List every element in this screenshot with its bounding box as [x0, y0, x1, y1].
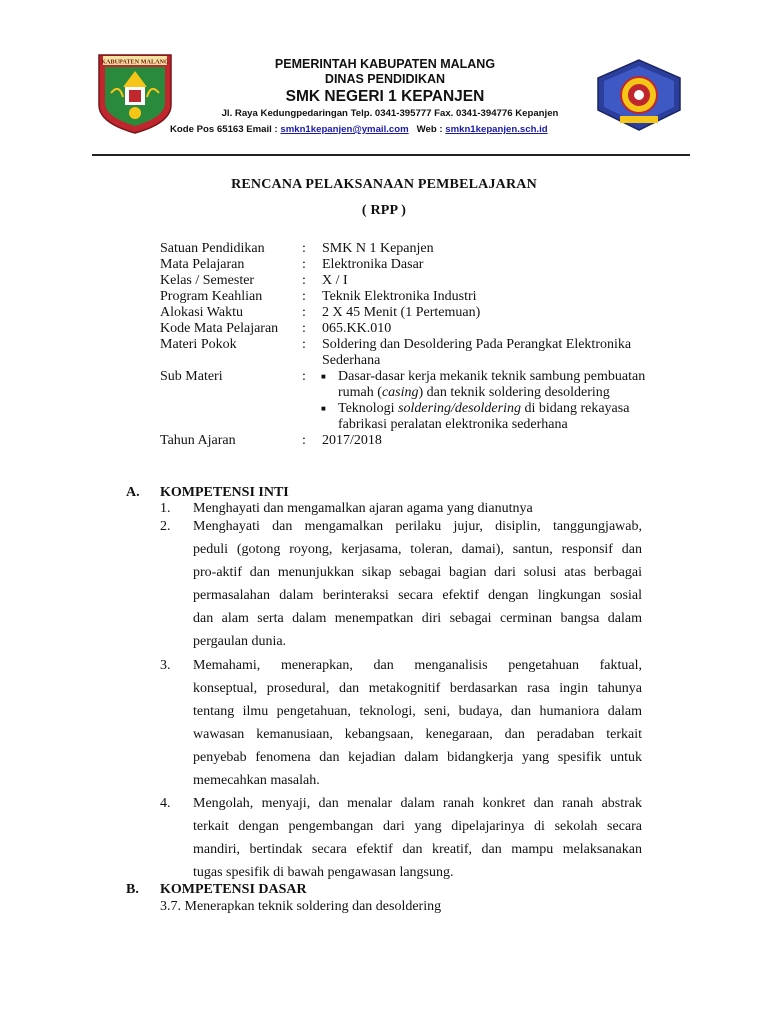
postal-code: Kode Pos 65163 Email :	[170, 124, 281, 135]
header-contact	[170, 124, 548, 135]
kompetensi-dasar-item: 3.7. Menerapkan teknik soldering dan desoldering	[160, 899, 442, 914]
svg-text:KABUPATEN MALANG: KABUPATEN MALANG	[101, 58, 169, 66]
document-page: KABUPATEN MALANG PEMERINTAH KABUPATEN MALANG DINAS PENDIDIKAN SMK NEGERI 1 KEPANJEN Jl. Raya Kedungpedaringan Telp. 0341-395777 Fax. 0341-394776 Kepanjen Kode Pos 65163 Email : smkn1kepanjen@ymail.com Web : smkn1kepanjen.sch.id RENCANA PELAKSANAAN PEMBELAJARAN ( RPP ) Satuan Pendidikan : SMK N 1 Kepanjen Mata Pelajaran : Elektronika Dasar Kelas / Semester : X / I Program Keahlian : Teknik Elektronika Industri Alokasi Waktu : 2 X 45 Menit (1 Pertemuan) Kode Mata Pelajaran : 065.KK.010 Materi Pokok : Soldering dan Desoldering Pada Perangkat Elektronika Sederhana Sub Materi : ■ Dasar-dasar kerja mekanik teknik sambung pembuatan rumah (casing) dan teknik soldering desoldering ■ Teknologi soldering/desoldering di bidang rekayasa fabrikasi peralatan elektronika sederhana Tahun Ajaran : 2017/2018 A. KOMPETENSI INTI 1. Menghayati dan mengamalkan ajaran agama yang dianutnya 2. Menghayati dan mengamalkan perilaku jujur, disiplin, tanggungjawab, peduli (gotong royong, kerjasama, toleran, damai), santun, responsif dan pro-aktif dan menunjukkan sikap sebagai bagian dari solusi atas berbagai permasalahan dalam berinteraksi secara efektif dengan lingkungan sosial dan alam serta dalam menempatkan diri sebagai cerminan bangsa dalam pergaulan dunia. 3. Memahami, menerapkan, dan menganalisis pengetahuan faktual, konseptual, prosedural, dan metakognitif berdasarkan rasa ingin tahunya tentang ilmu pengetahuan, teknologi, seni, budaya, dan humaniora dalam wawasan kemanusiaan, kebangsaan, kenegaraan, dan peradaban terkait penyebab fenomena dan kejadian dalam bidangkerja yang spesifik untuk memecahkan masalah. 4. Mengolah, menyaji, dan menalar dalam ranah konkret dan ranah abstrak terkait dengan pengembangan dari yang dipelajarinya di sekolah secara mandiri, bertindak secara efektif dan kreatif, dan mampu melaksanakan tugas spesifik di bawah pengawasan langsung. B. KOMPETENSI DASAR 3.7. Menerapkan teknik soldering dan desoldering	[0, 0, 768, 1024]
header-department: DINAS PENDIDIKAN	[324, 72, 446, 86]
email-link[interactable]: smkn1kepanjen@ymail.com	[280, 124, 409, 135]
bullet-icon: ■	[321, 372, 326, 381]
header-government: PEMERINTAH KABUPATEN MALANG	[274, 57, 496, 71]
header-school-name: SMK NEGERI 1 KEPANJEN	[285, 88, 485, 105]
header-address: Jl. Raya Kedungpedaringan Telp. 0341-395777 Fax. 0341-394776 Kepanjen	[221, 108, 559, 119]
header-divider	[92, 154, 690, 156]
document-subtitle: ( RPP )	[361, 203, 407, 218]
school-badge-logo	[596, 58, 682, 132]
document-title: RENCANA PELAKSANAAN PEMBELAJARAN	[231, 177, 537, 192]
bullet-item: ■ Dasar-dasar kerja mekanik teknik sambung pembuatan rumah (casing) dan teknik soldering desoldering	[321, 369, 646, 400]
web-label: Web :	[408, 124, 446, 135]
web-link[interactable]: smkn1kepanjen.sch.id	[445, 124, 548, 135]
bullet-icon: ■	[321, 404, 326, 413]
bullet-item: ■ Teknologi soldering/desoldering di bidang rekayasa fabrikasi peralatan elektronika sederhana	[321, 401, 630, 432]
